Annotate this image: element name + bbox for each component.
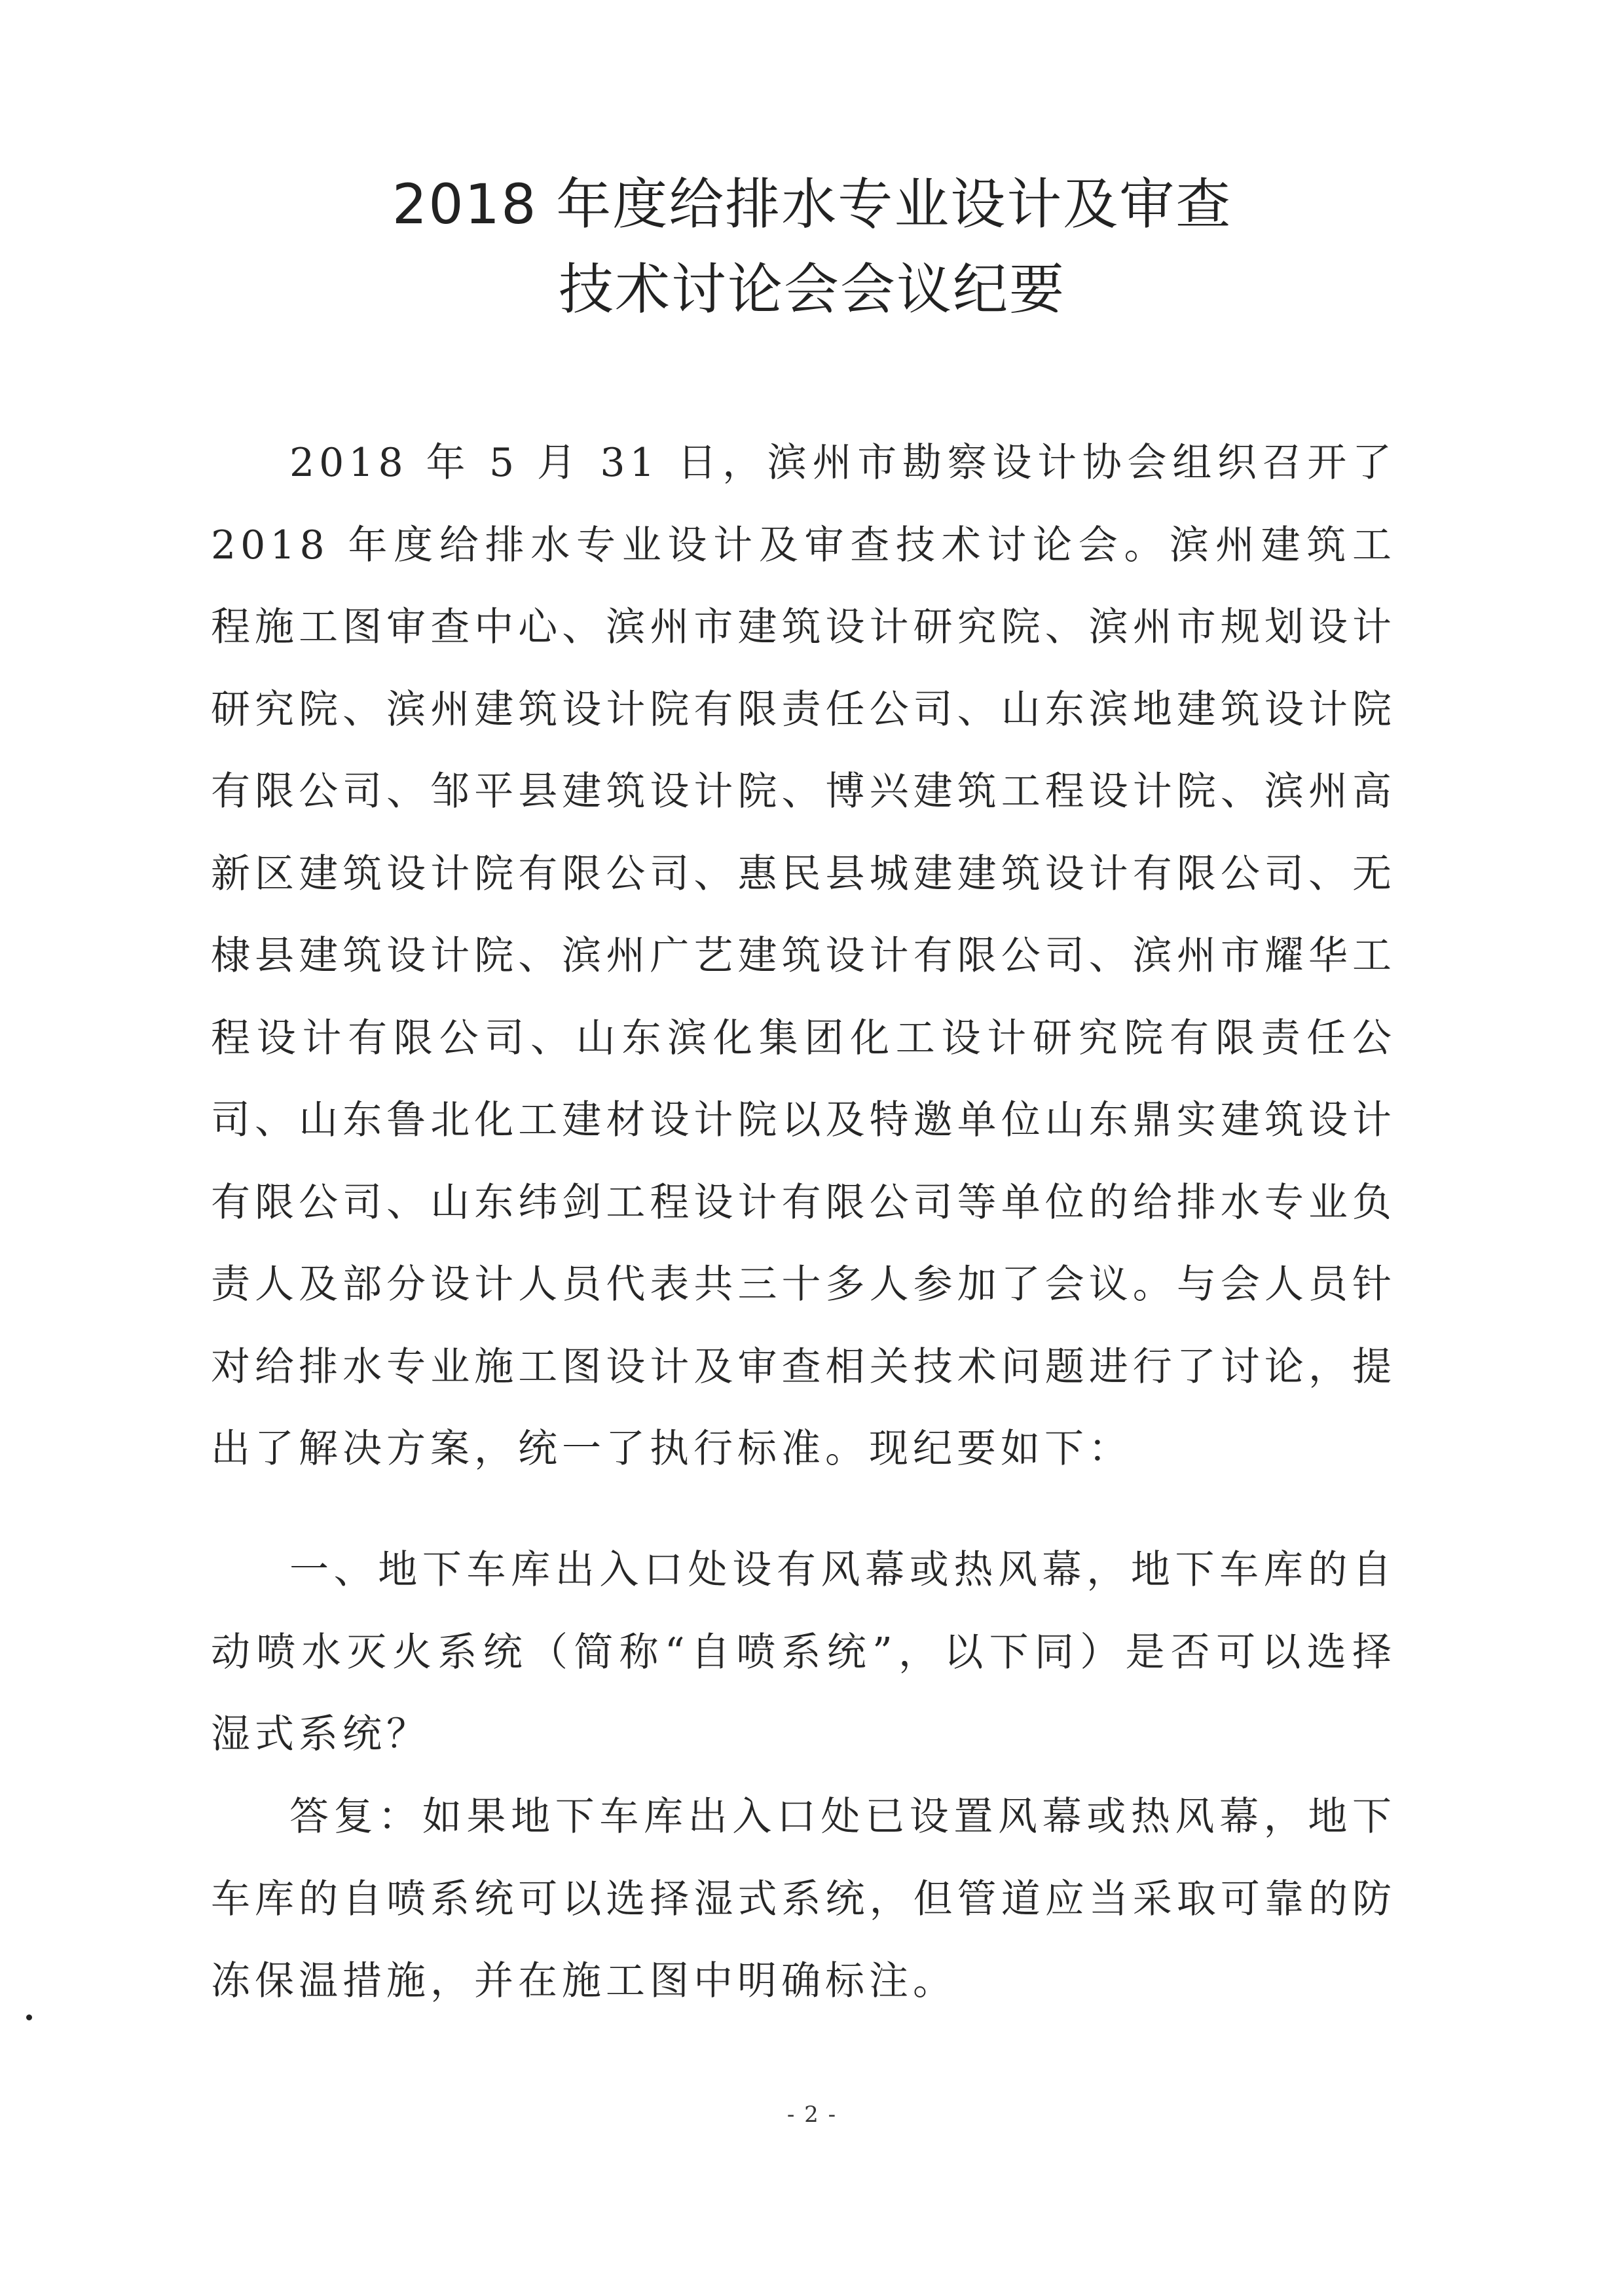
page-number: - 2 - — [786, 2102, 838, 2128]
paragraph-answer-1: 答复：如果地下车库出入口处已设置风幕或热风幕，地下车库的自喷系统可以选择湿式系统，但管道应当采取可靠的防冻保温措施，并在施工图中明确标注。 — [211, 1794, 1396, 2004]
scan-speck — [26, 2014, 32, 2020]
document-title-line-2: 技术讨论会会议纪要 — [558, 257, 1065, 321]
document-title-line-1: 2018 年度给排水专业设计及审查 — [392, 172, 1232, 236]
paragraph-question-1: 一、地下车库出入口处设有风幕或热风幕，地下车库的自动喷水灭火系统（简称“自喷系统”，以下同）是否可以选择湿式系统？ — [211, 1547, 1396, 1757]
paragraph-meeting-summary: 2018 年 5 月 31 日，滨州市勘察设计协会组织召开了 2018 年度给排水专业设计及审查技术讨论会。滨州建筑工程施工图审查中心、滨州市建筑设计研究院、滨州市规划设计研究院、滨州建筑设计院有限责任公司、山东滨地建筑设计院有限公司、邹平县建筑设计院、博兴建筑工程设计院、滨州高新区建筑设计院有限公司、惠民县城建建筑设计有限公司、无棣县建筑设计院、滨州广艺建筑设计有限公司、滨州市耀华工程设计有限公司、山东滨化集团化工设计研究院有限责任公司、山东鲁北化工建材设计院以及特邀单位山东鼎实建筑设计有限公司、山东纬剑工程设计有限公司等单位的给排水专业负责人及部分设计人员代表共三十多人参加了会议。与会人员针对给排水专业施工图设计及审查相关技术问题进行了讨论，提出了解决方案，统一了执行标准。现纪要如下： — [211, 440, 1396, 1472]
